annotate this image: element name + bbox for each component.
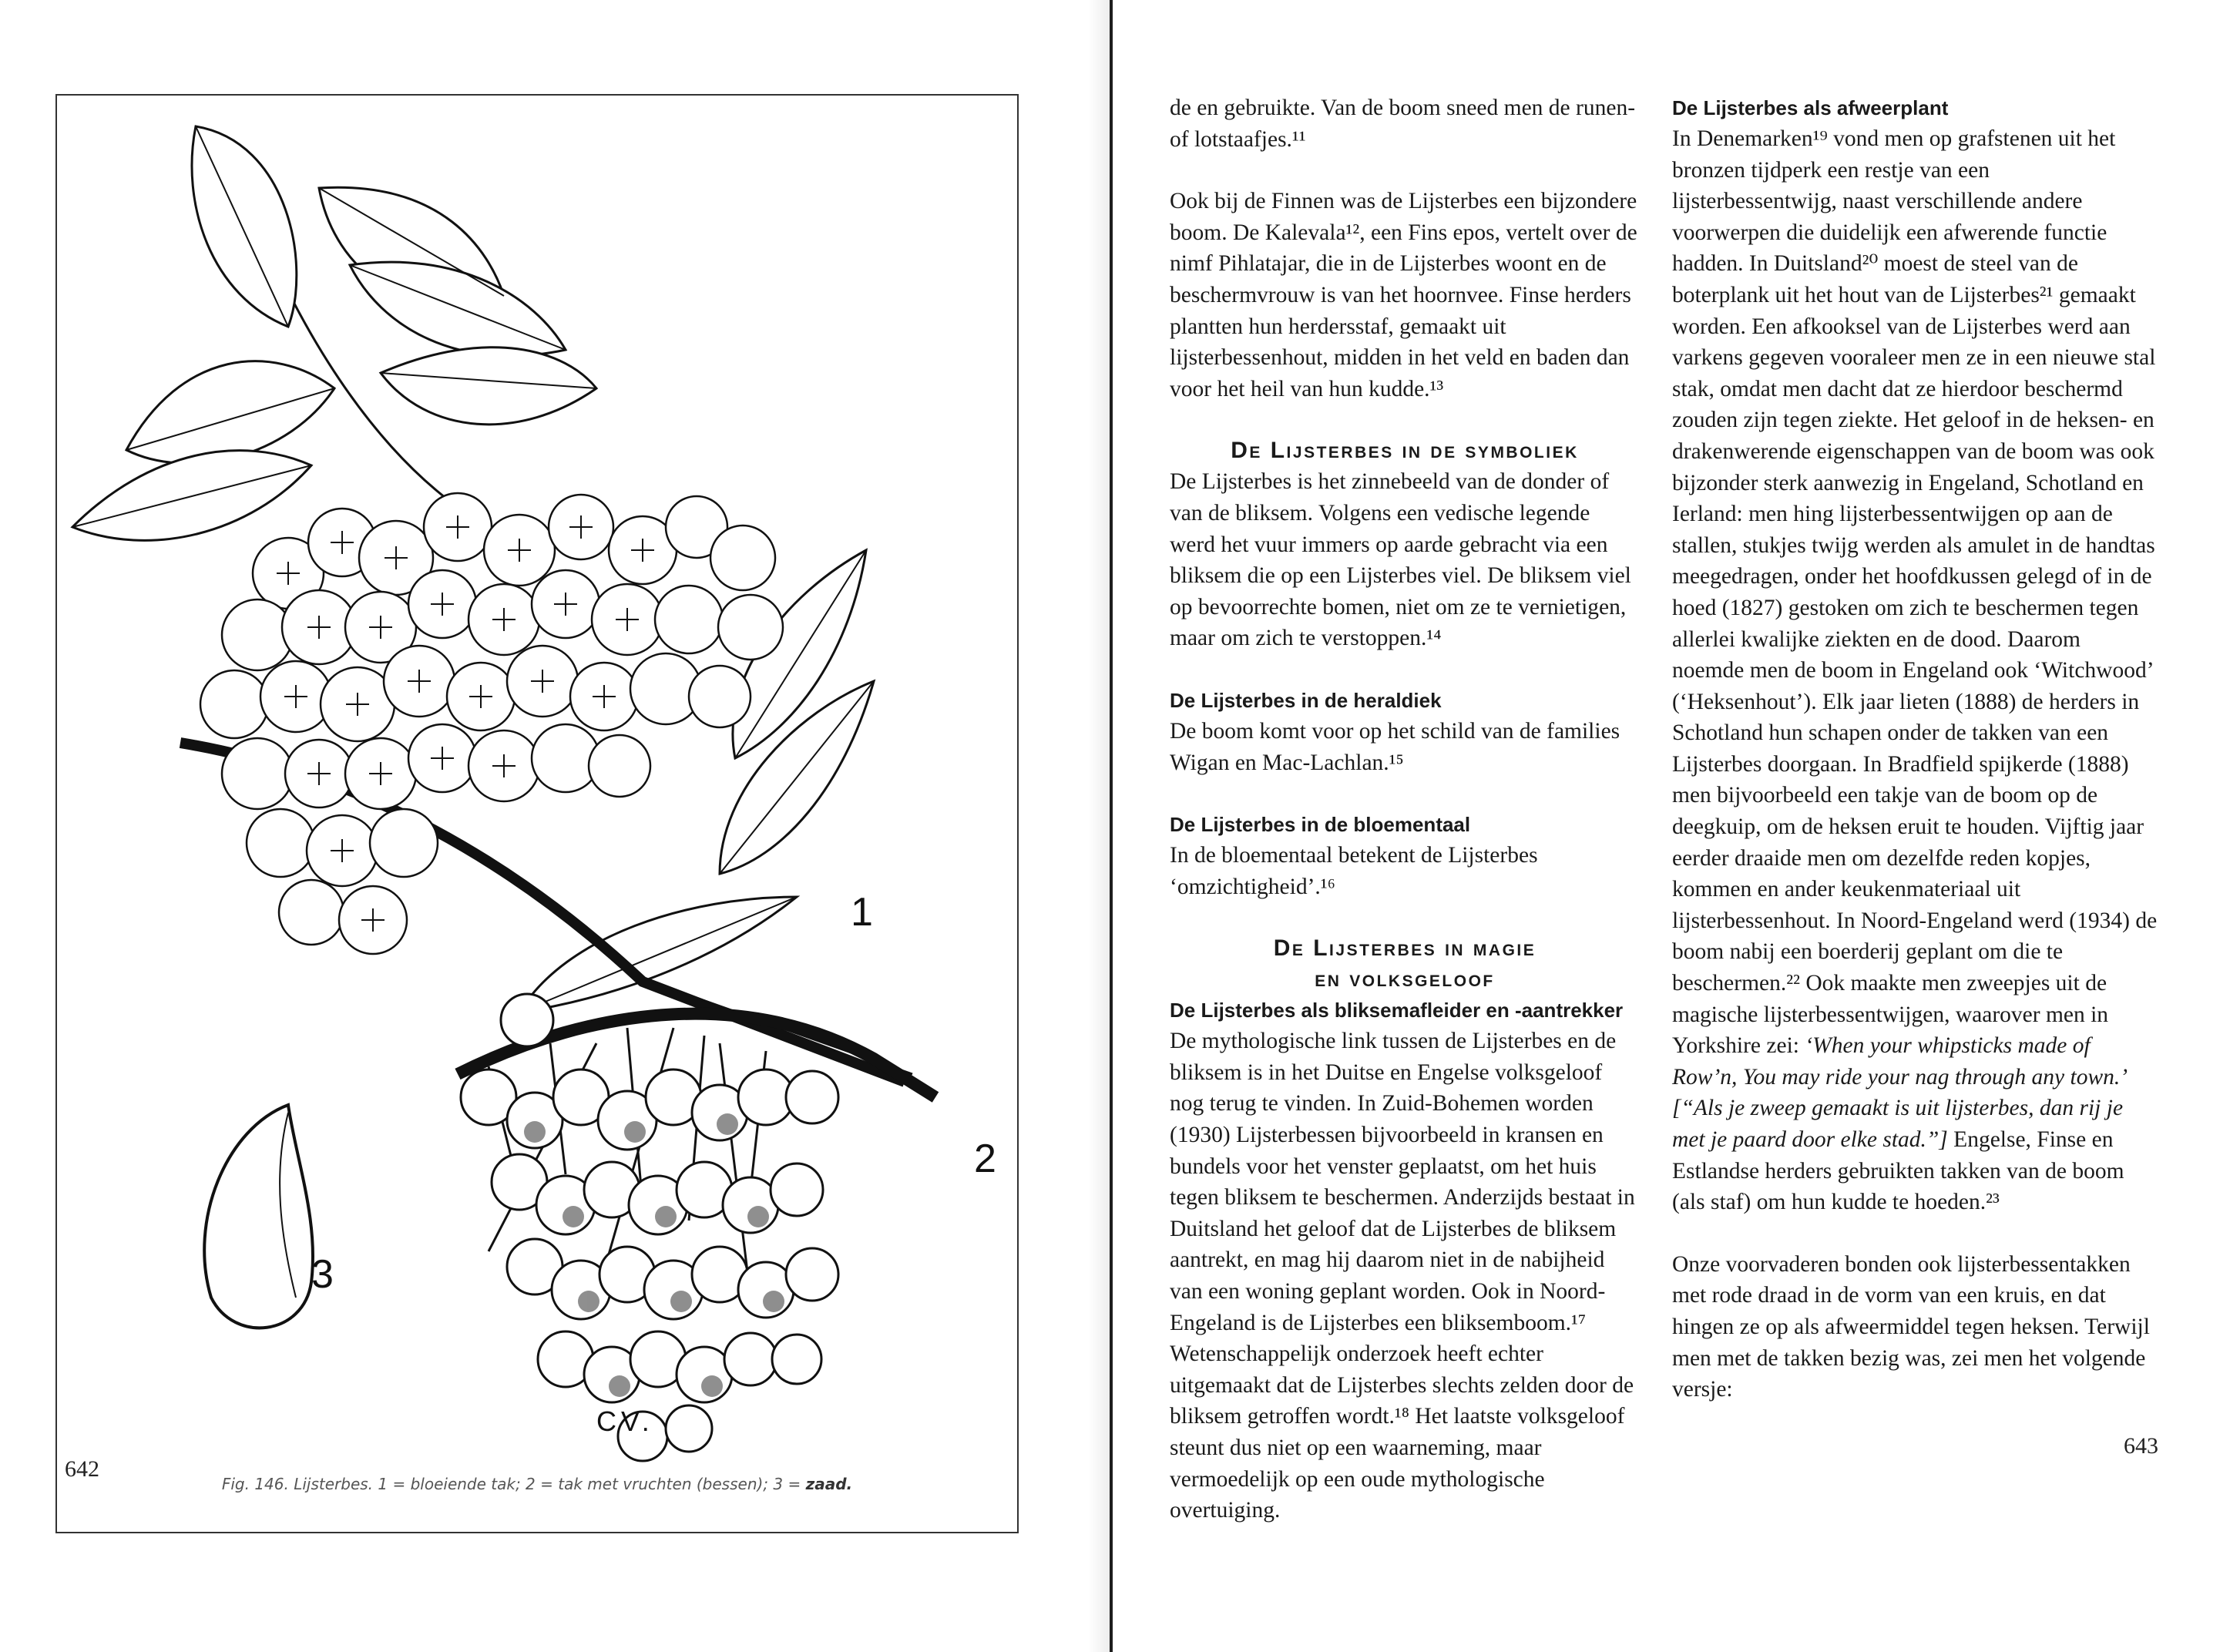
- figure-caption-last: zaad.: [805, 1475, 853, 1493]
- gutter-shadow: [1088, 0, 1110, 1652]
- book-gutter: [1110, 0, 1113, 1652]
- paragraph-voorvaderen: Onze voorvaderen bonden ook lijsterbessentakken met rode draad in de vorm van een kruis, en dat hingen ze op als afweermiddel tegen heksen. Terwijl men met de takken bezig was, zei men het volgende versje:: [1672, 1251, 2150, 1402]
- figure-caption-main: Fig. 146. Lijsterbes. 1 = bloeiende tak; 2 = tak met vruchten (bessen); 3 =: [221, 1475, 801, 1493]
- heading-heraldiek: De Lijsterbes in de heraldiek: [1170, 688, 1442, 712]
- illustrator-signature: CV.: [596, 1405, 654, 1437]
- paragraph-intro: de en gebruikte. Van de boom sneed men de runen- of lotstaafjes.¹¹: [1170, 96, 1636, 152]
- leaflet: [126, 361, 334, 464]
- paragraph-symboliek: De Lijsterbes is het zinnebeeld van de donder of van de bliksem. Volgens een vedische legende werd het vuur immers op aarde gebracht via een bliksem die op een Lijsterbes viel. De bliksem viel op bevoorrechte bomen, niet om ze te vernietigen, maar om zich te verstoppen.¹⁴: [1170, 469, 1631, 651]
- figure-frame: [55, 94, 1019, 1533]
- figure-label-2: 2: [974, 1137, 996, 1181]
- heading-bliksem: De Lijsterbes als bliksemafleider en -aantrekker: [1170, 999, 1624, 1022]
- seed: [204, 1105, 313, 1328]
- figure-caption: [57, 1475, 1017, 1493]
- paragraph-finnen: Ook bij de Finnen was de Lijsterbes een bijzondere boom. De Kalevala¹², een Fins epos, vertelt over de nimf Pihlatajar, die in de Lijsterbes woont en de beschermvrouw is van het hoornvee. Finse herders plantten hun herdersstaf, gemaakt uit lijsterbessenhout, midden in het veld en baden dan voor het heil van hun kudde.¹³: [1170, 189, 1637, 401]
- heading-afweer: De Lijsterbes als afweerplant: [1672, 96, 1949, 119]
- quote-translation: [“Als je zweep gemaakt is uit lijsterbes, dan rij je met je paard door elke stad.”]: [1672, 1096, 2124, 1152]
- figure-label-1: 1: [851, 890, 873, 935]
- page-number-left: 642: [65, 1456, 99, 1482]
- page-number-right: 643: [2124, 1433, 2158, 1459]
- leaflet: [192, 126, 297, 327]
- paragraph-bloementaal: In de bloementaal betekent de Lijsterbes ‘omzichtigheid’.¹⁶: [1170, 843, 1538, 899]
- heading-symboliek: De Lijsterbes in de symboliek: [1231, 438, 1579, 464]
- text-column-1: [1170, 92, 1640, 1526]
- heading-magie-line-2: en volksgeloof: [1315, 966, 1495, 992]
- paragraph-bliksem: De mythologische link tussen de Lijsterbes en de bliksem is in het Duitse en Engelse volksgeloof nog terug te vinden. In Zuid-Bohemen worden (1930) Lijsterbessen bijvoorbeeld in kransen en bundels voor het venster geplaatst, om het huis tegen bliksem te beschermen. Anderzijds bestaat in Duitsland het geloof dat de Lijsterbes de bliksem aantrekt, en mag hij daarom niet in de nabijheid van een woning geplant worden. Ook in Noord-Engeland is de Lijsterbes een bliksemboom.¹⁷ Wetenschappelijk onderzoek heeft echter uitgemaakt dat de Lijsterbes slechts zelden door de bliksem getroffen wordt.¹⁸ Het laatste volksgeloof steunt dus niet op een waarneming, maar vermoedelijk op een oude mythologische overtuiging.: [1170, 1029, 1635, 1523]
- leaflet: [350, 262, 566, 356]
- heading-bloementaal: De Lijsterbes in de bloementaal: [1170, 813, 1471, 837]
- figure-label-3: 3: [311, 1252, 334, 1297]
- heading-magie-line-1: De Lijsterbes in magie: [1273, 935, 1536, 962]
- berry-cluster: [461, 994, 838, 1461]
- text-column-2: [1672, 92, 2158, 1405]
- afweer-text: In Denemarken¹⁹ vond men op grafstenen uit het bronzen tijdperk een restje van een lijsterbessentwijg, naast verschillende andere voorwerpen die duidelijk een afwerende functie hadden. In Duitsland²⁰ moest de steel van de boterplank uit het hout van de Lijsterbes²¹ gemaakt worden. Een afkooksel van de Lijsterbes werd aan varkens gegeven vooraleer men ze in een nieuwe stal stak, omdat men dacht dat ze hierdoor beschermd zouden zijn tegen ziekte. Het geloof in de heksen- en drakenwerende eigenschappen van de boom was ook bijzonder sterk aanwezig in Engeland, Schotland en Ierland: men hing lijsterbessentwijgen op aan de stallen, stukjes twijg werden als amulet in de handtas meegedragen, onder het hoofdkussen gelegd of in de hoed (1827) gestoken om zich te beschermen tegen allerlei kwalijke ziekten en de dood. Daarom noemde men de boom in Engeland ook ‘Witchwood’ (‘Heksenhout’). Elk jaar lieten (1888) de herders in Schotland hun schapen onder de takken van een Lijsterbes doorgaan. In Bradfield spijkerde (1888) men bijvoorbeeld een takje van de boom op de deegkuip, om de heksen eruit te houden. Vijftig jaar eerder draaide men om dezelfde reden kopjes, kommen en ander keukenmateriaal uit lijsterbessenhout. In Noord-Engeland werd (1934) de boom nabij een boerderij geplant om die te beschermen.²² Ook maakte men zweepjes uit de magische lijsterbessentwijgen, waarover men in Yorkshire zei:: [1672, 126, 2158, 1059]
- paragraph-afweer: [1672, 123, 2158, 1218]
- paragraph-heraldiek: De boom komt voor op het schild van de families Wigan en Mac-Lachlan.¹⁵: [1170, 718, 1620, 775]
- rowan-illustration: [57, 96, 1017, 1532]
- yorkshire-quote: ‘When your whipsticks made of Row’n, You may ride your nag through any town.’: [1672, 1033, 2128, 1090]
- afweer-tail: Engelse, Finse en Estlandse herders gebruikten takken van de boom (als staf) om hun kudde te hoeden.²³: [1672, 1127, 2124, 1215]
